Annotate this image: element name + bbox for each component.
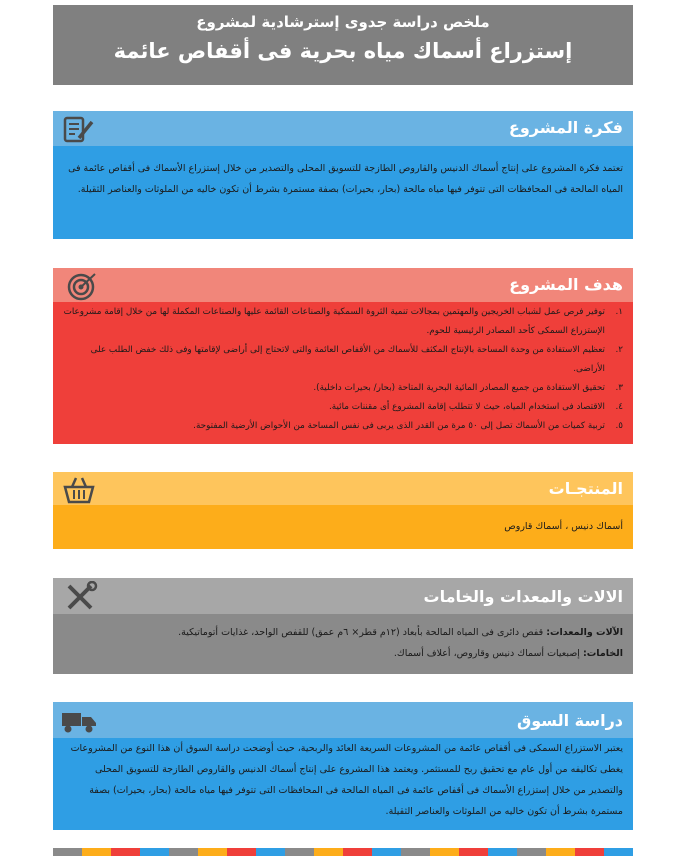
- equipment-text: قفص دائرى فى المياه المالحة بأبعاد (١٢م قطر× ٦م عمق) للقفص الواحد، غذايات أتوماتيكية.: [178, 627, 547, 638]
- stripe-segment: [53, 848, 82, 856]
- stripe-segment: [111, 848, 140, 856]
- goal-list: [61, 303, 623, 436]
- stripe-segment: [546, 848, 575, 856]
- market-text: يعتبر الاستزراع السمكى فى أقفاص عائمة من المشروعات السريعة العائد والربحية، حيث أوضحت دراسة السوق أن هذا النوع من المشروعات يغطى تكاليفه من أول عام مع تحقيق ربح للمستثمر. ويعتمد هذا المشروع على إنتاج أسماك الدنيس والقاروص الطازجة للتسويق المحلى والتصدير من خلال إستزراع الأسماك فى أقفاص عائمة فى المياه المالحة فى المحافظات التى تتوفر فيها مياه مالحة (بحار، بحيرات) بصفة مستمرة بشرط أن تكون خاليه من الملوثات والعناصر الثقيلة.: [70, 743, 623, 817]
- tools-icon: [59, 581, 99, 611]
- goal-item: ٢. تعظيم الاستفادة من وحدة المساحة بالإنتاج المكثف للأسماك من الأقفاص العائمة والتى لاتحتاج إلى أراضى لإقامتها وفى ذلك خفض الطلب على الأراضى.: [90, 345, 623, 374]
- idea-section-body: [53, 146, 633, 239]
- stripe-segment: [314, 848, 343, 856]
- goal-item: ١. توفير فرص عمل لشباب الخريجين والمهتمين بمجالات تنمية الثروة السمكية والصناعات القائمة عليها والصناعات المكملة لها من خلال إقامة مشروعات الإستزراع السمكى كأحد المصادر الرئيسية للحوم.: [63, 307, 623, 336]
- stripe-segment: [575, 848, 604, 856]
- equipment-heading: الالات والمعدات والخامات: [423, 587, 623, 606]
- target-icon: [59, 271, 99, 301]
- stripe-segment: [604, 848, 633, 856]
- products-section-header: [53, 472, 633, 505]
- products-text: أسماك دنيس ، أسماك قاروص: [504, 521, 623, 532]
- notepad-pen-icon: [59, 114, 99, 144]
- stripe-segment: [343, 848, 372, 856]
- stripe-segment: [488, 848, 517, 856]
- stripe-segment: [256, 848, 285, 856]
- goal-item: ٣. تحقيق الاستفادة من جميع المصادر المائية البحرية المتاحة (بحار/ بحيرات داخلية).: [313, 383, 623, 393]
- raw-materials-line: [61, 643, 623, 664]
- stripe-segment: [169, 848, 198, 856]
- raw-materials-label: الخامات:: [582, 648, 623, 659]
- stripe-segment: [198, 848, 227, 856]
- stripe-segment: [285, 848, 314, 856]
- page-title: إستزراع أسماك مياه بحرية فى أقفاص عائمة: [113, 39, 573, 63]
- stripe-segment: [430, 848, 459, 856]
- stripe-segment: [401, 848, 430, 856]
- stripe-segment: [82, 848, 111, 856]
- products-heading: المنتجـات: [548, 479, 623, 498]
- stripe-segment: [372, 848, 401, 856]
- basket-icon: [59, 475, 99, 505]
- goal-section-header: [53, 268, 633, 302]
- stripe-segment: [459, 848, 488, 856]
- stripe-segment: [517, 848, 546, 856]
- market-section-header: [53, 702, 633, 738]
- market-section-body: [53, 738, 633, 830]
- dump-truck-icon: [59, 705, 99, 735]
- equipment-label: الآلات والمعدات:: [546, 627, 623, 638]
- goal-item: ٤. الاقتصاد فى استخدام المياه، حيث لا تتطلب إقامة المشروع أى مقننات مائية.: [328, 402, 623, 412]
- idea-heading: فكرة المشروع: [508, 118, 623, 137]
- goal-section-body: [53, 302, 633, 444]
- stripe-segment: [140, 848, 169, 856]
- title-banner: [53, 5, 633, 85]
- page-subtitle: ملخص دراسة جدوى إسترشادية لمشروع: [196, 13, 490, 31]
- decorative-color-stripe: [53, 848, 633, 856]
- stripe-segment: [227, 848, 256, 856]
- equipment-section-body: [53, 614, 633, 674]
- goal-heading: هدف المشروع: [509, 275, 623, 294]
- products-section-body: [53, 505, 633, 549]
- equipment-section-header: [53, 578, 633, 614]
- raw-materials-text: إصبعيات أسماك دنيس وقاروص، أعلاف أسماك.: [393, 648, 583, 659]
- goal-item: ٥. تربية كميات من الأسماك تصل إلى ٥٠ مرة من القدر الذى يربى فى نفس المساحة من الأحواض الأرضية المفتوحة.: [193, 421, 623, 431]
- market-heading: دراسة السوق: [516, 711, 623, 730]
- equipment-line: [61, 622, 623, 643]
- idea-section-header: [53, 111, 633, 146]
- idea-text: تعتمد فكرة المشروع على إنتاج أسماك الدنيس والقاروص الطازجة للتسويق المحلى والتصدير من خلال إستزراع الأسماك فى أقفاص عائمة فى المياه المالحة فى المحافظات التى تتوفر فيها مياه مالحة (بحار، بحيرات) بصفة مستمرة بشرط أن تكون خاليه من الملوثات والعناصر الثقيلة.: [68, 163, 623, 195]
